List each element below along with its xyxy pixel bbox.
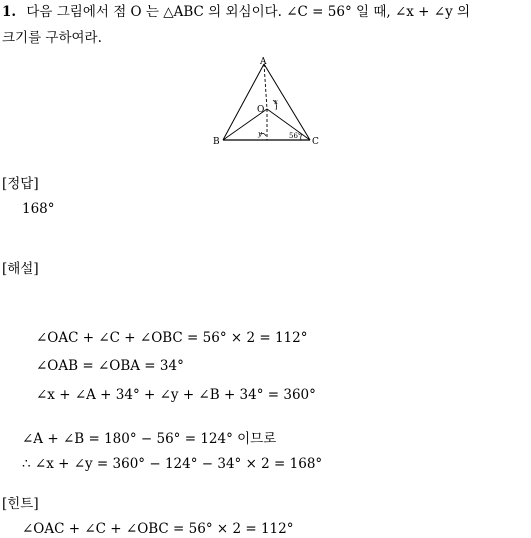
solution-line-2: ∠OAB = ∠OBA = 34° (36, 358, 184, 374)
solution-line-5: ∴ ∠x + ∠y = 360° − 124° − 34° × 2 = 168° (22, 456, 323, 472)
triangle-figure (210, 56, 325, 148)
side-ab (223, 64, 264, 140)
label-b: B (213, 137, 220, 147)
label-a: A (260, 57, 267, 67)
solution-line-4: ∠A + ∠B = 180° − 56° = 124° 이므로 (22, 431, 277, 447)
radius-oa (264, 64, 267, 109)
triangle-diagram (210, 56, 325, 148)
label-y: y (258, 130, 262, 138)
solution-heading: [해설] (2, 261, 39, 277)
question-number: 1. (2, 4, 17, 20)
label-angle-c: 56° (289, 132, 302, 140)
question-text-1: 다음 그림에서 점 O 는 △ABC 의 외심이다. ∠C = 56° 일 때, ∠x + ∠y 의 (26, 4, 471, 20)
label-x: x (274, 98, 278, 106)
answer-value: 168° (22, 201, 55, 217)
question-line-2: 크기를 구하여라. (2, 30, 102, 46)
label-c: C (312, 137, 319, 147)
side-ac (264, 64, 310, 140)
solution-line-3: ∠x + ∠A + 34° + ∠y + ∠B + 34° = 360° (36, 387, 316, 403)
hint-heading: [힌트] (2, 496, 39, 512)
question-line-1 (2, 6, 470, 20)
solution-line-1: ∠OAC + ∠C + ∠OBC = 56° × 2 = 112° (36, 330, 308, 346)
hint-line-1: ∠OAC + ∠C + ∠OBC = 56° × 2 = 112° (22, 521, 294, 537)
label-o: O (257, 105, 265, 115)
answer-heading: [정답] (2, 176, 39, 192)
